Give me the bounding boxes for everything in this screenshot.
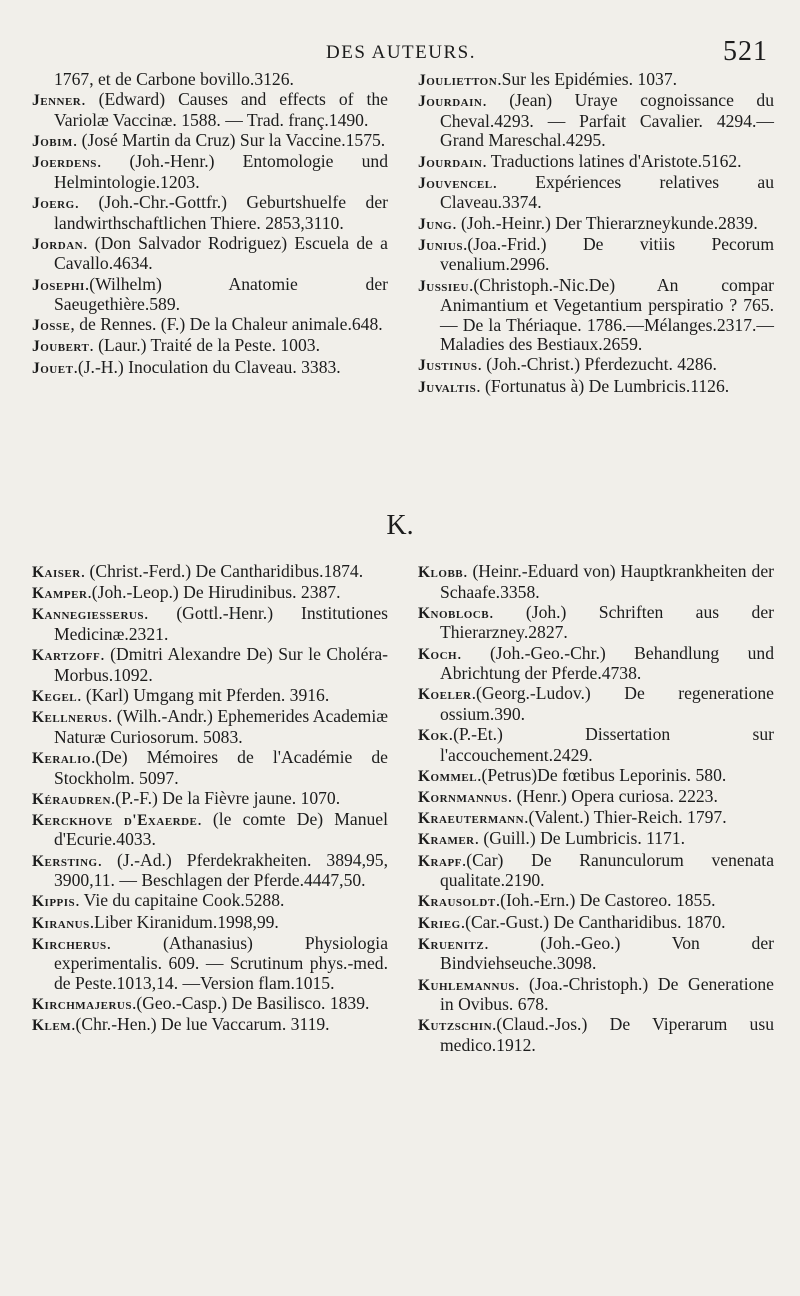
index-entry (418, 562, 774, 602)
index-entry (32, 934, 388, 994)
author-name: Kruenitz (418, 935, 485, 953)
author-name: Jourdain (418, 153, 483, 171)
entry-text: . (Dmitri Alexandre De) Sur le Choléra-Morbus.1092. (54, 644, 388, 685)
author-name: Jouvencel (418, 174, 493, 192)
index-entry (418, 787, 774, 808)
index-entry (32, 686, 388, 707)
index-entry (418, 173, 774, 213)
index-entry (418, 377, 774, 398)
index-column-bottom-left (32, 562, 388, 1037)
index-entry (418, 603, 774, 643)
index-entry (32, 851, 388, 891)
author-name: Kamper (32, 585, 88, 603)
index-entry (32, 336, 388, 357)
index-entry (32, 70, 388, 90)
entry-text: . (José Martin da Cruz) Sur la Vaccine.1575. (72, 129, 386, 150)
index-entry (32, 90, 388, 130)
page-number: 521 (723, 36, 768, 67)
index-entry (32, 810, 388, 850)
index-entry (32, 913, 388, 934)
index-column-bottom-right (418, 562, 774, 1056)
author-name: Krausoldt (418, 893, 496, 911)
index-entry (418, 891, 774, 912)
entry-text: . Vie du capitaine Cook.5288. (75, 890, 285, 911)
author-name: Joerg (32, 194, 75, 212)
index-entry (32, 891, 388, 912)
author-name: Joulietton (418, 72, 498, 89)
author-name: Klem (32, 1017, 72, 1035)
entry-text: . (Wilh.-Andr.) Ephemerides Academiæ Naturæ Curiosorum. 5083. (54, 706, 388, 747)
entry-text: .Liber Kiranidum.1998,99. (89, 911, 279, 932)
index-entry (418, 152, 774, 173)
index-entry (418, 934, 774, 974)
author-name: Kannegiesserus (32, 606, 144, 624)
entry-text: . (Joh.-Christ.) Pferdezucht. 4286. (477, 354, 717, 375)
author-name: Kerckhove d'Exaerde (32, 811, 198, 829)
index-entry (32, 315, 388, 336)
entry-text: . (Joh.-Geo.-Chr.) Behandlung und Abrichtung der Pferde.4738. (440, 642, 774, 684)
entry-text: .(Petrus)De fœtibus Leporinis. 580. (477, 764, 727, 785)
entry-text: . (Christ.-Ferd.) De Cantharidibus.1874. (80, 561, 364, 581)
entry-text: . Expériences relatives au Claveau.3374. (440, 171, 774, 213)
author-name: Justinus (418, 357, 478, 375)
author-name: Krapf (418, 852, 462, 870)
author-name: Kraeutermann (418, 810, 525, 828)
index-entry (418, 276, 774, 355)
entry-text: .(De) Mémoires de l'Académie de Stockholm. 5097. (54, 746, 388, 788)
entry-text: . (Don Salvador Rodriguez) Escuela de a Cavallo.4634. (54, 232, 388, 274)
author-name: Kircherus (32, 935, 107, 953)
index-entry (32, 193, 388, 233)
author-name: Josse (32, 317, 71, 335)
author-name: Kegel (32, 687, 78, 705)
index-entry (418, 808, 774, 829)
author-name: Juvaltis (418, 378, 477, 396)
author-name: Jussieu (418, 277, 469, 295)
author-name: Koch (418, 645, 458, 663)
index-entry (418, 725, 774, 765)
entry-text: . (Karl) Umgang mit Pferden. 3916. (77, 684, 330, 705)
author-name: Jenner (32, 92, 82, 110)
entry-text: .(Claud.-Jos.) De Viperarum usu medico.1912. (440, 1014, 774, 1055)
index-entry (32, 707, 388, 747)
index-entry (418, 355, 774, 376)
author-name: Krieg (418, 914, 461, 932)
entry-text: . (Joh.-Geo.) Von der Bindviehseuche.3098. (440, 932, 774, 974)
index-entry (32, 234, 388, 274)
author-name: Knoblocb (418, 604, 490, 622)
author-name: Kersting (32, 852, 98, 870)
entry-text: 1767, et de Carbone bovillo.3126. (54, 69, 294, 89)
entry-text: .(Car) De Ranunculorum venenata qualitate.2190. (440, 849, 774, 891)
index-entry (418, 1015, 774, 1055)
index-entry (32, 789, 388, 810)
entry-text: . (Joh.-Heinr.) Der Thierarzneykunde.2839. (452, 212, 758, 233)
author-name: Jobim (32, 132, 73, 150)
author-name: Kellnerus (32, 709, 108, 727)
entry-text: . (Edward) Causes and effects of the Variolæ Vaccinæ. 1588. — Trad. franç.1490. (54, 89, 388, 130)
index-entry (418, 829, 774, 850)
entry-text: . (Fortunatus à) De Lumbricis.1126. (476, 375, 730, 396)
entry-text: . (Gottl.-Henr.) Institutiones Medicinæ.2321. (54, 603, 388, 644)
author-name: Kirchmajerus (32, 996, 132, 1014)
index-entry (418, 214, 774, 235)
index-entry (418, 644, 774, 684)
author-name: Kutzschin (418, 1017, 493, 1035)
index-entry (32, 275, 388, 315)
entry-text: .(Car.-Gust.) De Cantharidibus. 1870. (460, 911, 726, 932)
index-column-top-right (418, 70, 774, 398)
index-entry (418, 766, 774, 787)
index-entry (32, 562, 388, 583)
index-entry (418, 70, 774, 91)
index-entry (32, 358, 388, 379)
entry-text: . (le comte De) Manuel d'Ecurie.4033. (54, 808, 388, 850)
page-header (0, 36, 800, 70)
entry-text: .(Georg.-Ludov.) De regeneratione ossium.390. (440, 683, 774, 724)
entry-text: .(P.-F.) De la Fièvre jaune. 1070. (110, 787, 341, 808)
index-entry (32, 604, 388, 644)
author-name: Joerdens (32, 154, 97, 172)
author-name: Kaiser (32, 564, 81, 581)
author-name: Joubert (32, 338, 90, 356)
entry-text: .(Valent.) Thier-Reich. 1797. (524, 807, 727, 828)
entry-text: .(P.-Et.) Dissertation sur l'accouchement.2429. (440, 724, 774, 765)
entry-text: . (Joh.-Chr.-Gottfr.) Geburtshuelfe der landwirthschaftlichen Thiere. 2853,3110. (54, 191, 388, 233)
entry-text: .(Joa.-Frid.) De vitiis Pecorum venalium.2996. (440, 233, 774, 275)
entry-text: . (Guill.) De Lumbricis. 1171. (474, 828, 686, 849)
index-entry (32, 131, 388, 152)
author-name: Koeler (418, 686, 472, 704)
author-name: Josephi (32, 276, 85, 294)
entry-text: . (J.-Ad.) Pferdekrakheiten. 3894,95, 3900,11. — Beschlagen der Pferde.4447,50. (54, 849, 388, 891)
author-name: Kramer (418, 831, 475, 849)
entry-text: .(Chr.-Hen.) De lue Vaccarum. 3119. (71, 1014, 330, 1035)
entry-text: .(Christoph.-Nic.De) An compar Animantium et Vegetantium perspiratio ? 765. — De la Thériaque. 1786.—Mélanges.2317.—Maladies des Bestiaux.2659. (440, 274, 774, 355)
index-entry (32, 994, 388, 1015)
author-name: Keralio (32, 749, 91, 767)
author-name: Jung (418, 215, 453, 233)
entry-text: . (Athanasius) Physiologia experimentalis. 609. — Scrutinum phys.-med. de Peste.1013,14. —Version flam.1015. (54, 932, 388, 993)
entry-text: . (Joh.) Schriften aus der Thierarzney.2827. (440, 601, 774, 643)
entry-text: . (Heinr.-Eduard von) Hauptkrankheiten der Schaafe.3358. (440, 561, 774, 602)
entry-text: . (Jean) Uraye cognoissance du Cheval.4293. — Parfait Cavalier. 4294.—Grand Mareschal.4295. (440, 90, 774, 151)
index-entry (32, 1015, 388, 1036)
index-entry (418, 975, 774, 1015)
entry-text: . (Henr.) Opera curiosa. 2223. (507, 786, 718, 807)
entry-text: . (Laur.) Traité de la Peste. 1003. (89, 335, 320, 356)
author-name: Kok (418, 727, 449, 745)
author-name: Kornmannus (418, 789, 508, 807)
entry-text: .(Geo.-Casp.) De Basilisco. 1839. (131, 993, 370, 1014)
entry-text: .(Ioh.-Ern.) De Castoreo. 1855. (495, 890, 716, 911)
entry-text: . (Joh.-Henr.) Entomologie und Helmintologie.1203. (54, 151, 388, 192)
index-column-top-left (32, 70, 388, 379)
index-entry (32, 645, 388, 685)
entry-text: . (Joa.-Christoph.) De Generatione in Ovibus. 678. (440, 973, 774, 1015)
author-name: Junius (418, 236, 463, 254)
author-name: Klobb (418, 564, 464, 581)
index-entry (418, 851, 774, 891)
author-name: Kippis (32, 893, 76, 911)
entry-text: .(Wilhelm) Anatomie der Saeugethière.589. (54, 273, 388, 315)
index-entry (32, 152, 388, 192)
index-entry (32, 583, 388, 604)
author-name: Kiranus (32, 914, 90, 932)
author-name: Kuhlemannus (418, 976, 516, 994)
index-entry (418, 235, 774, 275)
author-name: Jouet (32, 359, 74, 377)
running-title: DES AUTEURS. (326, 42, 476, 63)
author-name: Jourdain (418, 93, 483, 111)
section-letter: K. (386, 510, 414, 541)
index-entry (32, 748, 388, 788)
index-entry (418, 91, 774, 151)
index-entry (418, 684, 774, 724)
author-name: Kommel (418, 767, 478, 785)
entry-text: .Sur les Epidémies. 1037. (497, 69, 678, 89)
author-name: Kéraudren (32, 790, 111, 808)
entry-text: . Traductions latines d'Aristote.5162. (482, 150, 742, 171)
author-name: Kartzoff (32, 647, 101, 665)
entry-text: , de Rennes. (F.) De la Chaleur animale.648. (70, 314, 383, 335)
index-entry (418, 913, 774, 934)
entry-text: .(Joh.-Leop.) De Hirudinibus. 2387. (87, 582, 341, 603)
author-name: Jordan (32, 235, 84, 253)
entry-text: .(J.-H.) Inoculation du Claveau. 3383. (73, 356, 341, 377)
